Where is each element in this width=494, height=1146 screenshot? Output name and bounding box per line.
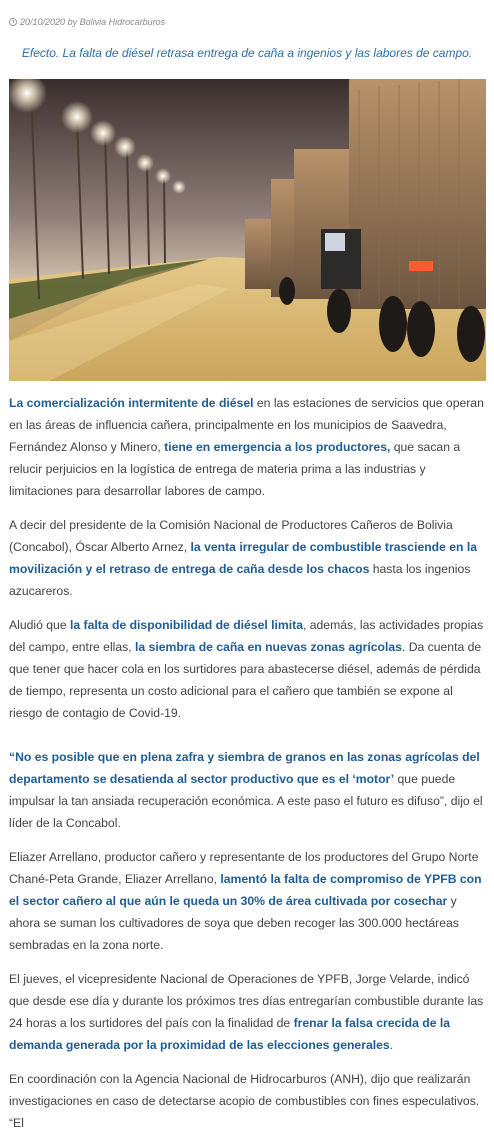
highlight-text: frenar la falsa crecida de la demanda generada por la proximidad de las elecciones generales [9,1016,451,1052]
article-photo [9,79,486,381]
body-text: A decir del presidente de la Comisión Nacional de Productores Cañeros de Bolivia (Concabol), Óscar Alberto Arnez, [9,518,453,554]
body-text: Eliazer Arrellano, productor cañero y representante de los productores del Grupo Norte Chané-Peta Grande, Eliazer Arrellano, [9,850,479,886]
body-text: , además, las actividades propias del campo, entre ellas, [9,618,484,654]
article-paragraph-1 [9,392,484,502]
body-text: El jueves, el vicepresidente Nacional de Operaciones de YPFB, Jorge Velarde, indicó que desde ese día y durante los próximos tres días entregarían combustible durante las 24 horas a los surtidores del país con la finalidad de [9,972,484,1030]
body-text: Aludió que [9,618,70,632]
post-author-link[interactable]: Bolivia Hidrocarburos [79,17,166,27]
body-text: y ahora se suman los cultivadores de soya que deben recoger las 300.000 hectáreas sembradas en la zona norte. [9,894,459,952]
highlight-text: lamentó la falta de compromiso de YPFB con el sector cañero al que aún le queda un 30% de área cultivada por cosechar [9,872,482,908]
body-text: . [389,1038,394,1052]
highlight-text: “No es posible que en plena zafra y siembra de granos en las zonas agrícolas del departamento se desatienda al sector productivo que es el ‘motor’ [9,750,480,786]
article-paragraph-6 [9,968,484,1056]
post-by: by [67,17,78,27]
image-caption: Efecto. La falta de diésel retrasa entrega de caña a ingenios y las labores de campo. [21,46,473,60]
post-date: 20/10/2020 [20,17,66,27]
body-text: En coordinación con la Agencia Nacional de Hidrocarburos (ANH), dijo que realizarán investigaciones en caso de detectarse acopio de combustibles con fines especulativos. “El [9,1072,480,1130]
trucks-night-road-photo [9,79,486,381]
body-text: en las estaciones de servicios que operan en las áreas de influencia cañera, principalmente en los municipios de Saavedra, Fernández Alonso y Minero, [9,396,484,454]
highlight-text: tiene en emergencia a los productores, [164,440,391,454]
body-text: que sacan a relucir perjuicios en la logística de entrega de materia prima a las industrias y limitaciones para desarrollar labores de campo. [9,440,461,498]
body-text: que puede impulsar la tan ansiada recuperación económica. A este paso el futuro es difuso”, dijo el líder de la Concabol. [9,772,483,830]
article-paragraph-7 [9,1068,484,1134]
body-text: . Da cuenta de que tener que hacer cola en los surtidores para abastecerse diésel, además de pérdida de tiempo, representa un costo adicional para el cañero que también se expone al riesgo de contagio de Covid-19. [9,640,482,720]
post-meta [9,17,165,27]
highlight-text: la siembra de caña en nuevas zonas agrícolas [135,640,402,654]
article-paragraph-3 [9,614,484,724]
highlight-text: La comercialización intermitente de diésel [9,396,254,410]
clock-icon [9,18,17,26]
highlight-text: la falta de disponibilidad de diésel limita [70,618,303,632]
article-paragraph-4 [9,746,484,834]
article-paragraph-5 [9,846,484,956]
highlight-text: la venta irregular de combustible trasciende en la movilización y el retraso de entrega de caña desde los chacos [9,540,478,576]
article-body [9,392,484,1146]
body-text: hasta los ingenios azucareros. [9,562,471,598]
article-paragraph-2 [9,514,484,602]
